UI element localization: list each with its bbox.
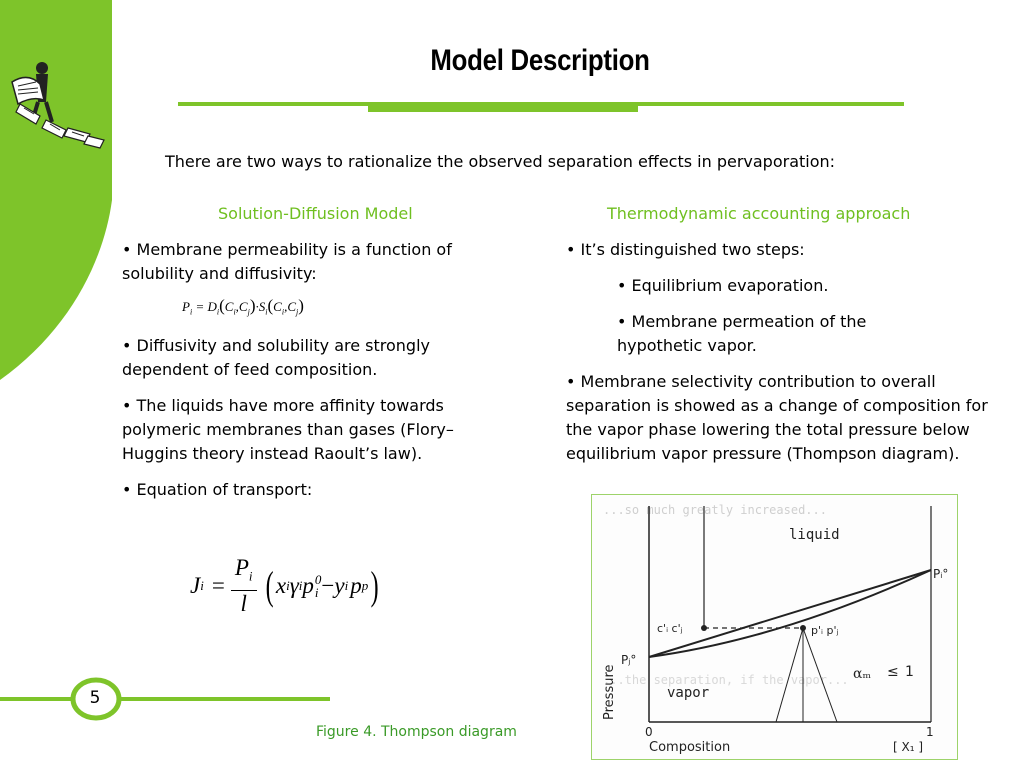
page-number: 5 — [89, 688, 101, 708]
liquid-point — [701, 625, 707, 631]
intro-text: There are two ways to rationalize the observed separation effects in pervaporation: — [165, 152, 836, 171]
right-bullet-two-steps — [566, 238, 986, 262]
title-underline — [178, 100, 904, 114]
solution-diffusion-heading: Solution-Diffusion Model — [218, 204, 413, 223]
x-tick-1: 1 — [926, 725, 934, 739]
pj0-label: Pⱼ° — [621, 653, 637, 667]
right-sub-evaporation — [617, 274, 987, 298]
bullet-text: • Membrane selectivity contribution to overall separation is showed as a change of composition for the vapor phase lowering the total pressure below equilibrium vapor pressure (Thompson diagram). — [566, 372, 988, 463]
x1-unit-label: [ X₁ ] — [893, 740, 924, 754]
alpha-m-label: αₘ — [853, 666, 872, 682]
permeability-equation: $P_i = D_i(C_i,C_j)\cdot S_i(C_i,C_j)$ — [182, 296, 304, 317]
left-bullet-transport — [122, 478, 512, 502]
diagram-background-text: ...the separation, if the vapor... — [603, 673, 849, 687]
pi-pj-label: p'ᵢ p'ⱼ — [811, 624, 839, 637]
permeance-fraction: $\frac{P_i}{l}$ — [231, 555, 257, 617]
bullet-text: • Membrane permeability is a function of solubility and diffusivity: — [122, 240, 452, 283]
scroll-figure-logo — [6, 60, 106, 160]
bullet-text: • Diffusivity and solubility are strongly dependent of feed composition. — [122, 336, 430, 379]
right-bullet-selectivity — [566, 370, 996, 466]
pi0-label: Pᵢ° — [933, 567, 949, 581]
bullet-text: • Equilibrium evaporation. — [617, 276, 829, 295]
ci-cj-label: c'ᵢ c'ⱼ — [657, 622, 683, 635]
pressure-axis-label: Pressure — [602, 664, 617, 720]
bullet-text: • Equation of transport: — [122, 480, 313, 499]
figure-caption: Figure 4. Thompson diagram — [316, 724, 517, 740]
bullet-text: • Membrane permeation of the hypothetic vapor. — [617, 312, 867, 355]
page-number-connector — [0, 688, 330, 728]
transport-equation: J i = $\frac{P_i}{l}$ ( x i γ i p 0 i − y i p p ) — [190, 555, 379, 616]
left-bullet-permeability — [122, 238, 512, 286]
bullet-text: • The liquids have more affinity towards polymeric membranes than gases (Flory–Huggins theory instead Raoult’s law). — [122, 396, 454, 463]
leq-symbol: ≤ — [887, 664, 899, 680]
x-tick-0: 0 — [645, 725, 653, 739]
thermodynamic-heading: Thermodynamic accounting approach — [607, 204, 911, 223]
diagram-background-text: ...so much greatly increased... — [603, 503, 827, 517]
right-sub-permeation — [617, 310, 917, 358]
composition-axis-label: Composition — [649, 740, 731, 755]
slide-title: Model Description — [430, 44, 650, 77]
one-label: 1 — [905, 664, 914, 680]
thompson-diagram — [591, 494, 958, 760]
bullet-text: • It’s distinguished two steps: — [566, 240, 805, 259]
liquid-label: liquid — [789, 527, 840, 543]
left-bullet-diffusivity — [122, 334, 512, 382]
green-side-band — [0, 0, 112, 380]
vapor-label: vapor — [667, 685, 710, 701]
left-bullet-liquids — [122, 394, 512, 466]
